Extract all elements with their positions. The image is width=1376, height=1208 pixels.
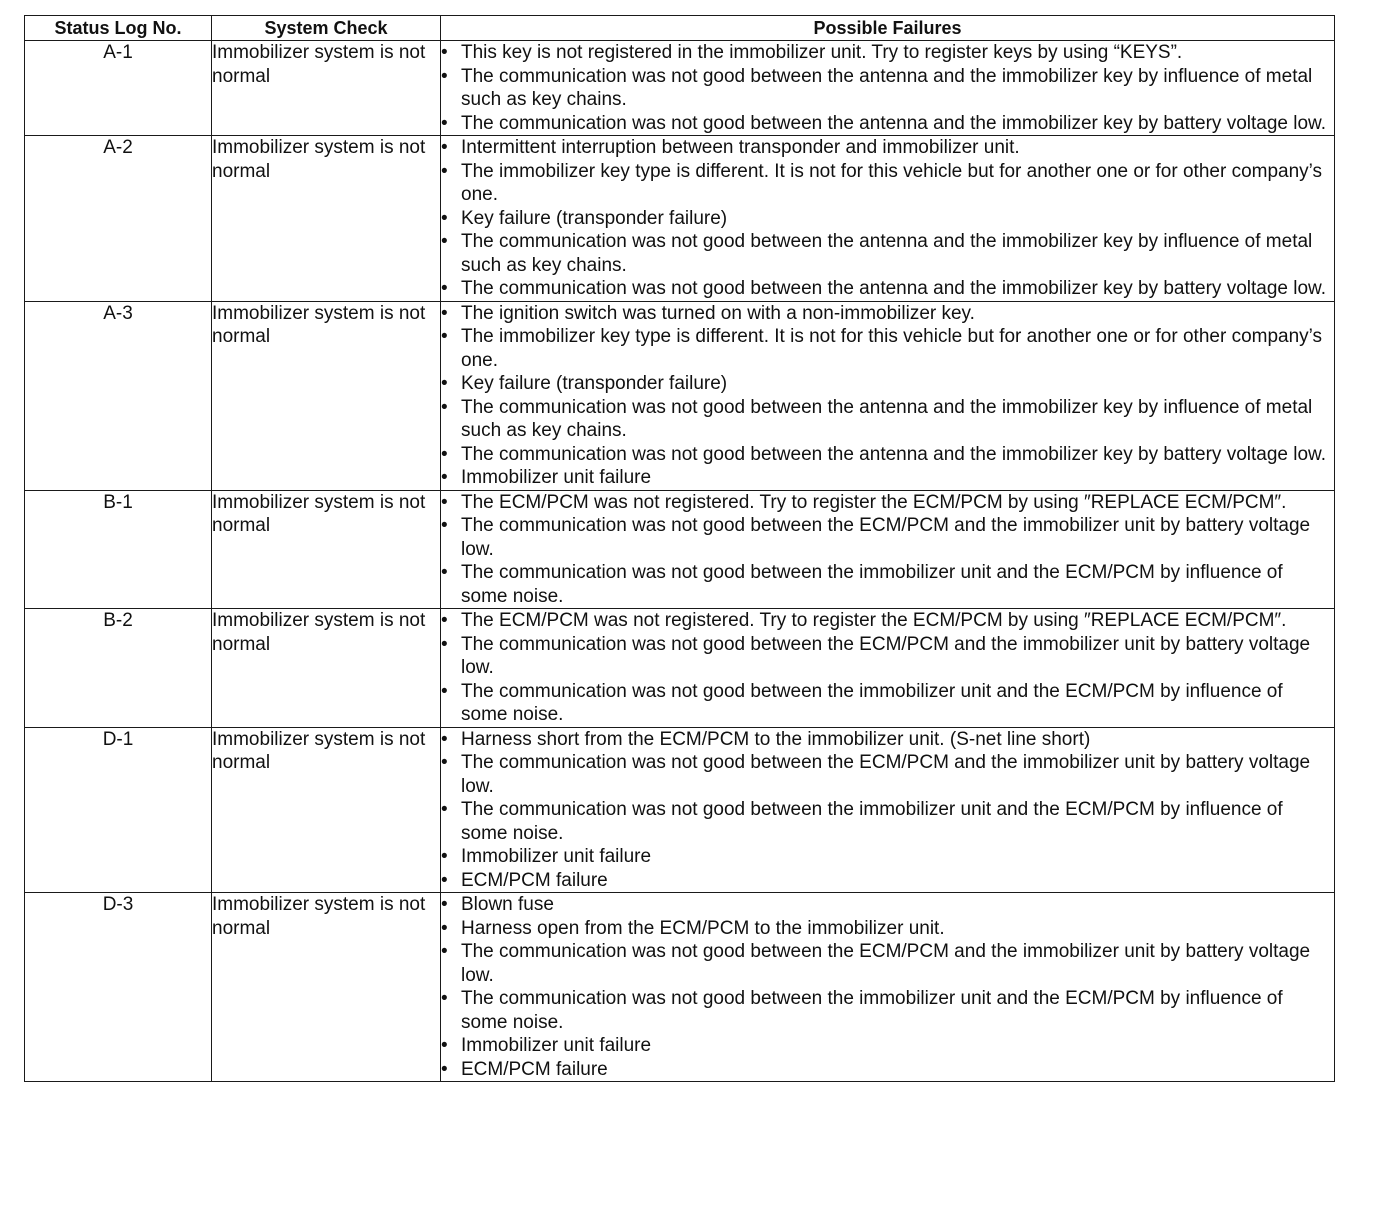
bullet-icon: • [441, 112, 448, 134]
failure-item [441, 609, 1334, 633]
failure-item [441, 869, 1334, 893]
bullet-icon: • [441, 278, 448, 299]
table-header [25, 16, 1335, 41]
failure-text: The communication was not good between the ECM/PCM and the immobilizer unit by battery voltage low. [461, 752, 1311, 797]
bullet-icon: • [441, 610, 448, 631]
failure-text: ECM/PCM failure [461, 1058, 608, 1080]
status-log-no-cell: A-2 [25, 136, 212, 302]
failure-item [441, 798, 1334, 845]
system-check-cell: Immobilizer system is not normal [212, 301, 441, 490]
failure-list [441, 491, 1334, 609]
failure-list [441, 41, 1334, 135]
failure-item [441, 751, 1334, 798]
table-body [25, 41, 1335, 1082]
header-system-check: System Check [212, 16, 441, 41]
bullet-icon: • [441, 846, 448, 867]
failure-item [441, 893, 1334, 917]
table-row [25, 136, 1335, 302]
bullet-icon: • [441, 1035, 448, 1056]
failure-text: This key is not registered in the immobilizer unit. Try to register keys by using “KEYS”. [461, 42, 1183, 63]
bullet-icon: • [441, 160, 448, 182]
table-row [25, 301, 1335, 490]
system-check-cell: Immobilizer system is not normal [212, 41, 441, 136]
failure-item [441, 940, 1334, 987]
possible-failures-cell [441, 727, 1335, 893]
failure-text: Harness short from the ECM/PCM to the immobilizer unit. (S-net line short) [461, 728, 1091, 750]
bullet-icon: • [441, 633, 448, 655]
failure-list [441, 728, 1334, 893]
failure-text: Blown fuse [461, 894, 554, 915]
failure-list [441, 893, 1334, 1081]
status-log-no-cell: D-1 [25, 727, 212, 893]
bullet-icon: • [441, 680, 448, 702]
status-log-no-cell: A-1 [25, 41, 212, 136]
failure-text: The communication was not good between the antenna and the immobilizer key by influence of metal such as key chains. [461, 396, 1313, 441]
bullet-icon: • [441, 988, 448, 1009]
failure-item [441, 302, 1334, 326]
possible-failures-cell [441, 893, 1335, 1082]
bullet-icon: • [441, 491, 448, 513]
possible-failures-cell [441, 490, 1335, 609]
table-row [25, 609, 1335, 728]
failure-text: The immobilizer key type is different. It is not for this vehicle but for another one or for other company’s one. [461, 326, 1323, 371]
failure-list [441, 136, 1334, 301]
table-row [25, 893, 1335, 1082]
bullet-icon: • [441, 302, 448, 324]
bullet-icon: • [441, 467, 448, 488]
failure-text: Key failure (transponder failure) [461, 373, 728, 394]
bullet-icon: • [441, 728, 448, 750]
failure-text: The communication was not good between the immobilizer unit and the ECM/PCM by influence of some noise. [461, 680, 1283, 725]
failure-text: The communication was not good between the ECM/PCM and the immobilizer unit by battery voltage low. [461, 633, 1311, 678]
failure-text: Key failure (transponder failure) [461, 207, 728, 229]
system-check-cell: Immobilizer system is not normal [212, 609, 441, 728]
failure-item [441, 207, 1334, 231]
bullet-icon: • [441, 207, 448, 229]
possible-failures-cell [441, 609, 1335, 728]
failure-item [441, 277, 1334, 301]
failure-item [441, 514, 1334, 561]
failure-item [441, 41, 1334, 65]
bullet-icon: • [441, 515, 448, 536]
failure-item [441, 1034, 1334, 1058]
bullet-icon: • [441, 562, 448, 583]
bullet-icon: • [441, 752, 448, 773]
failure-text: The communication was not good between the immobilizer unit and the ECM/PCM by influence of some noise. [461, 799, 1283, 844]
status-log-table [24, 15, 1335, 1082]
failure-item [441, 466, 1334, 490]
table-row [25, 41, 1335, 136]
system-check-cell: Immobilizer system is not normal [212, 136, 441, 302]
failure-text: The ECM/PCM was not registered. Try to register the ECM/PCM by using ″REPLACE ECM/PCM″. [461, 491, 1287, 513]
system-check-cell: Immobilizer system is not normal [212, 490, 441, 609]
failure-text: The communication was not good between the antenna and the immobilizer key by influence of metal such as key chains. [461, 231, 1313, 276]
bullet-icon: • [441, 326, 448, 347]
header-possible-failures: Possible Failures [441, 16, 1335, 41]
bullet-icon: • [441, 443, 448, 465]
header-status-log-no: Status Log No. [25, 16, 212, 41]
status-log-no-cell: B-1 [25, 490, 212, 609]
failure-item [441, 160, 1334, 207]
failure-list [441, 302, 1334, 490]
failure-text: The immobilizer key type is different. It is not for this vehicle but for another one or for other company’s one. [461, 160, 1323, 205]
failure-text: The communication was not good between the antenna and the immobilizer key by influence of metal such as key chains. [461, 65, 1313, 110]
bullet-icon: • [441, 231, 448, 252]
possible-failures-cell [441, 41, 1335, 136]
failure-item [441, 112, 1334, 136]
failure-item [441, 561, 1334, 608]
failure-item [441, 136, 1334, 160]
failure-item [441, 680, 1334, 727]
failure-item [441, 443, 1334, 467]
failure-text: The communication was not good between the antenna and the immobilizer key by battery voltage low. [461, 278, 1327, 299]
bullet-icon: • [441, 917, 448, 939]
possible-failures-cell [441, 301, 1335, 490]
failure-text: ECM/PCM failure [461, 869, 608, 891]
failure-item [441, 633, 1334, 680]
table-row [25, 490, 1335, 609]
status-log-no-cell: D-3 [25, 893, 212, 1082]
failure-item [441, 325, 1334, 372]
failure-text: The communication was not good between the immobilizer unit and the ECM/PCM by influence of some noise. [461, 988, 1283, 1033]
failure-item [441, 396, 1334, 443]
failure-text: The communication was not good between the immobilizer unit and the ECM/PCM by influence of some noise. [461, 562, 1283, 607]
failure-item [441, 845, 1334, 869]
failure-item [441, 1058, 1334, 1082]
failure-text: The communication was not good between the antenna and the immobilizer key by battery voltage low. [461, 112, 1327, 134]
failure-text: The communication was not good between the antenna and the immobilizer key by battery voltage low. [461, 443, 1327, 465]
bullet-icon: • [441, 941, 448, 962]
failure-item [441, 491, 1334, 515]
failure-item [441, 917, 1334, 941]
failure-list [441, 609, 1334, 727]
failure-item [441, 65, 1334, 112]
failure-text: Immobilizer unit failure [461, 846, 652, 867]
bullet-icon: • [441, 869, 448, 891]
bullet-icon: • [441, 396, 448, 418]
bullet-icon: • [441, 373, 448, 394]
status-log-no-cell: A-3 [25, 301, 212, 490]
possible-failures-cell [441, 136, 1335, 302]
failure-text: The communication was not good between the ECM/PCM and the immobilizer unit by battery voltage low. [461, 515, 1311, 560]
failure-text: The ECM/PCM was not registered. Try to register the ECM/PCM by using ″REPLACE ECM/PCM″. [461, 610, 1287, 631]
system-check-cell: Immobilizer system is not normal [212, 893, 441, 1082]
failure-text: Harness open from the ECM/PCM to the immobilizer unit. [461, 917, 945, 939]
failure-text: The ignition switch was turned on with a non-immobilizer key. [461, 302, 975, 324]
failure-text: Intermittent interruption between transponder and immobilizer unit. [461, 137, 1020, 158]
bullet-icon: • [441, 799, 448, 820]
bullet-icon: • [441, 42, 448, 63]
header-row [25, 16, 1335, 41]
failure-item [441, 230, 1334, 277]
bullet-icon: • [441, 1058, 448, 1080]
failure-item [441, 728, 1334, 752]
table-row [25, 727, 1335, 893]
bullet-icon: • [441, 65, 448, 87]
bullet-icon: • [441, 137, 448, 158]
failure-text: Immobilizer unit failure [461, 467, 652, 488]
failure-text: Immobilizer unit failure [461, 1035, 652, 1056]
system-check-cell: Immobilizer system is not normal [212, 727, 441, 893]
status-log-no-cell: B-2 [25, 609, 212, 728]
failure-item [441, 987, 1334, 1034]
failure-text: The communication was not good between the ECM/PCM and the immobilizer unit by battery voltage low. [461, 941, 1311, 986]
bullet-icon: • [441, 894, 448, 915]
failure-item [441, 372, 1334, 396]
